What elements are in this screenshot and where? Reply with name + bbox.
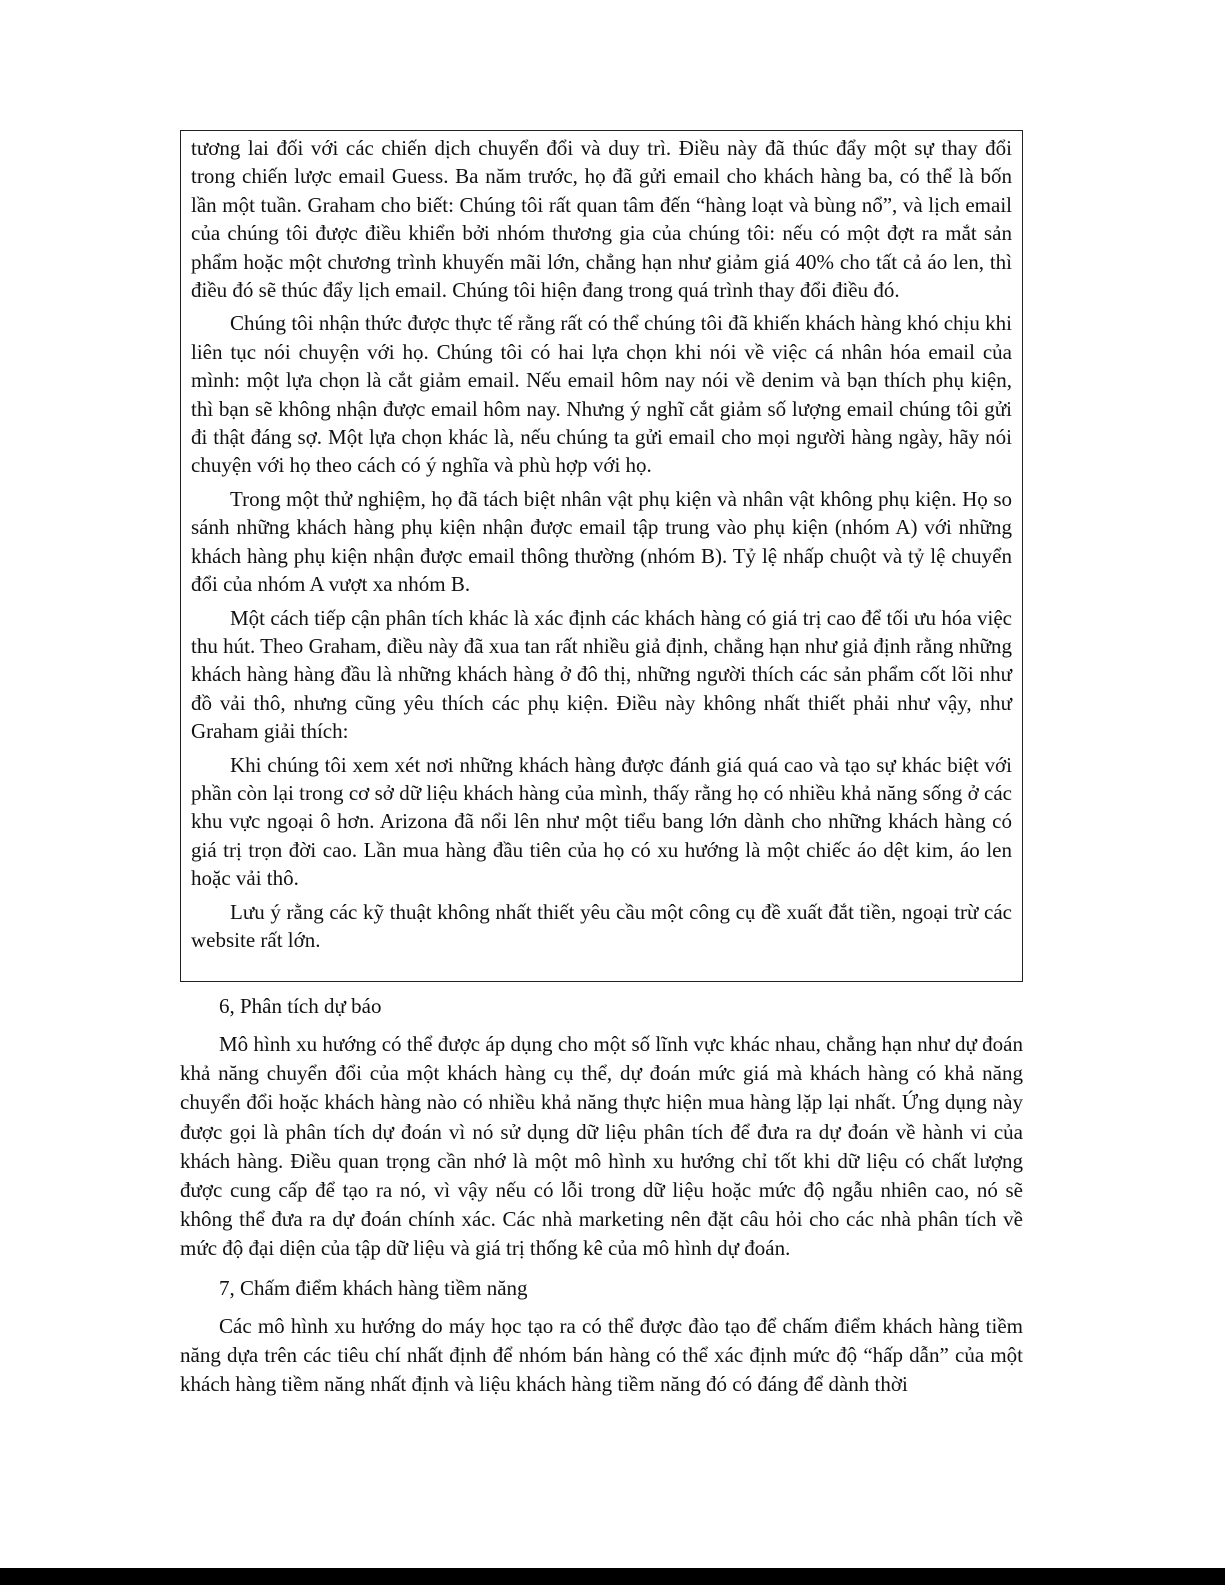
page-bottom-bar — [0, 1568, 1225, 1585]
section-6-heading: 6, Phân tích dự báo — [219, 994, 382, 1018]
boxed-paragraph-4: Một cách tiếp cận phân tích khác là xác định các khách hàng có giá trị cao để tối ưu hóa việc thu hút. Theo Graham, điều này đã xua tan rất nhiều giả định, chẳng hạn như giả định rằng những khách hàng hàng đầu là những khách hàng ở đô thị, những người thích các sản phẩm cốt lõi như đồ vải thô, nhưng cũng yêu thích các phụ kiện. Điều này không nhất thiết phải như vậy, như Graham giải thích: — [191, 605, 1012, 744]
section-6-paragraph: Mô hình xu hướng có thể được áp dụng cho một số lĩnh vực khác nhau, chẳng hạn như dự đoán khả năng chuyển đổi của một khách hàng cụ thể, dự đoán mức giá mà khách hàng có khả năng chuyển đổi hoặc khách hàng nào có nhiều khả năng thực hiện mua hàng lặp lại nhất. Ứng dụng này được gọi là phân tích dự đoán vì nó sử dụng dữ liệu phân tích để đưa ra dự đoán về hành vi của khách hàng. Điều quan trọng cần nhớ là một mô hình xu hướng chỉ tốt khi dữ liệu có chất lượng được cung cấp để tạo ra nó, vì vậy nếu có lỗi trong dữ liệu hoặc mức độ ngẫu nhiên cao, nó sẽ không thể đưa ra dự đoán chính xác. Các nhà marketing nên đặt câu hỏi cho các nhà phân tích về mức độ đại diện của tập dữ liệu và giá trị thống kê của mô hình dự đoán. — [180, 1032, 1023, 1261]
boxed-case-study — [180, 130, 1023, 982]
boxed-paragraph-1: tương lai đối với các chiến dịch chuyển đổi và duy trì. Điều này đã thúc đẩy một sự thay đổi trong chiến lược email Guess. Ba năm trước, họ đã gửi email cho khách hàng ba, có thể là bốn lần một tuần. Graham cho biết: Chúng tôi rất quan tâm đến “hàng loạt và bùng nổ”, và lịch email của chúng tôi được điều khiển bởi nhóm thương gia của chúng tôi: nếu có một đợt ra mắt sản phẩm hoặc một chương trình khuyến mãi lớn, chẳng hạn như giảm giá 40% cho tất cả áo len, thì điều đó sẽ thúc đẩy lịch email. Chúng tôi hiện đang trong quá trình thay đổi điều đó. — [191, 136, 1012, 303]
boxed-paragraph-5: Khi chúng tôi xem xét nơi những khách hàng được đánh giá quá cao và tạo sự khác biệt với phần còn lại trong cơ sở dữ liệu khách hàng của mình, thấy rằng họ có nhiều khả năng sống ở các khu vực ngoại ô hơn. Arizona đã nổi lên như một tiểu bang lớn dành cho những khách hàng có giá trị trọn đời cao. Lần mua hàng đầu tiên của họ có xu hướng là một chiếc áo dệt kim, áo len hoặc vải thô. — [191, 752, 1012, 891]
main-body — [180, 992, 1023, 1409]
boxed-paragraph-3: Trong một thử nghiệm, họ đã tách biệt nhân vật phụ kiện và nhân vật không phụ kiện. Họ so sánh những khách hàng phụ kiện nhận được email tập trung vào phụ kiện (nhóm A) với những khách hàng phụ kiện nhận được email thông thường (nhóm B). Tỷ lệ nhấp chuột và tỷ lệ chuyển đổi của nhóm A vượt xa nhóm B. — [191, 486, 1012, 597]
section-7-heading: 7, Chấm điểm khách hàng tiềm năng — [219, 1275, 528, 1300]
boxed-paragraph-2: Chúng tôi nhận thức được thực tế rằng rất có thể chúng tôi đã khiến khách hàng khó chịu khi liên tục nói chuyện với họ. Chúng tôi có hai lựa chọn khi nói về việc cá nhân hóa email của mình: một lựa chọn là cắt giảm email. Nếu email hôm nay nói về denim và bạn thích phụ kiện, thì bạn sẽ không nhận được email hôm nay. Nhưng ý nghĩ cắt giảm số lượng email chúng tôi gửi đi thật đáng sợ. Một lựa chọn khác là, nếu chúng ta gửi email cho mọi người hàng ngày, hãy nói chuyện với họ theo cách có ý nghĩa và phù hợp với họ. — [191, 311, 1012, 478]
boxed-paragraph-6: Lưu ý rằng các kỹ thuật không nhất thiết yêu cầu một công cụ đề xuất đắt tiền, ngoại trừ các website rất lớn. — [191, 899, 1012, 952]
section-7-paragraph: Các mô hình xu hướng do máy học tạo ra có thể được đào tạo để chấm điểm khách hàng tiềm năng dựa trên các tiêu chí nhất định để nhóm bán hàng có thể xác định mức độ “hấp dẫn” của một khách hàng tiềm năng nhất định và liệu khách hàng tiềm năng đó có đáng để dành thời — [180, 1313, 1023, 1397]
